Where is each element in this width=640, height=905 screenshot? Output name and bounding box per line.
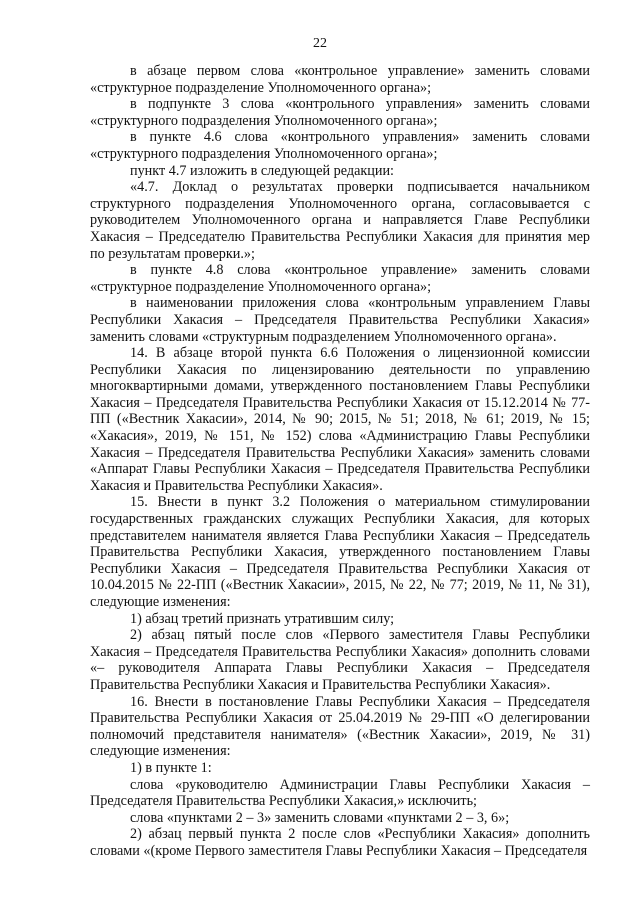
paragraph: 1) в пункте 1:: [130, 759, 212, 776]
paragraph: слова «руководителю Администрации Главы Республики Хакасия – Председателя Правительства Республики Хакасия,» исключить;: [90, 776, 590, 810]
paragraph: в пункте 4.8 слова «контрольное управление» заменить словами «структурное подразделение Уполномоченного органа»;: [90, 262, 590, 295]
page-number: 22: [313, 36, 327, 51]
document-body: [90, 63, 590, 860]
paragraph: 14. В абзаце второй пункта 6.6 Положения о лицензионной комиссии Республики Хакасия по лицензированию деятельности по управлению многоквартирными домами, утвержденного постановлением Главы Республики Хакасия – Председателя Правительства Республики Хакасия от 15.12.2014 № 77-ПП («Вестник Хакасии», 2014, № 90; 2015, № 51; 2018, № 61; 2019, № 15; «Хакасия», 2019, № 151, № 152) слова «Администрацию Главы Республики Хакасия – Председателя Правительства Республики Хакасия» заменить словами «Аппарат Главы Республики Хакасия – Председателя Правительства Республики Хакасия и Правительства Республики Хакасия».: [90, 345, 590, 494]
paragraph: слова «пунктами 2 – 3» заменить словами «пунктами 2 – 3, 6»;: [130, 809, 510, 826]
paragraph: 1) абзац третий признать утратившим силу;: [130, 610, 395, 627]
paragraph: 2) абзац первый пункта 2 после слов «Республики Хакасия» дополнить словами «(кроме Первого заместителя Главы Республики Хакасия – Председателя: [90, 826, 590, 859]
paragraph: в пункте 4.6 слова «контрольного управления» заменить словами «структурного подразделения Уполномоченного органа»;: [90, 129, 590, 162]
paragraph: 2) абзац пятый после слов «Первого заместителя Главы Республики Хакасия – Председателя Правительства Республики Хакасия» дополнить словами «– руководителя Аппарата Главы Республики Хакасия – Председателя Правительства Республики Хакасия и Правительства Республики Хакасия».: [90, 627, 590, 693]
paragraph: в абзаце первом слова «контрольное управление» заменить словами «структурное подразделение Уполномоченного органа»;: [90, 63, 590, 96]
paragraph: 16. Внести в постановление Главы Республики Хакасия – Председателя Правительства Республики Хакасия от 25.04.2019 № 29-ПП «О делегировании полномочий представителя нанимателя» («Вестник Хакасии», 2019, № 31) следующие изменения:: [90, 693, 590, 760]
paragraph: 15. Внести в пункт 3.2 Положения о материальном стимулировании государственных гражданских служащих Республики Хакасия, для которых представителем нанимателя является Глава Республики Хакасия – Председатель Правительства Республики Хакасия, утвержденного постановлением Главы Республики Хакасия – Председателя Правительства Республики Хакасия от 10.04.2015 № 22-ПП («Вестник Хакасии», 2015, № 22, № 77; 2019, № 11, № 31), следующие изменения:: [90, 494, 590, 610]
paragraph: «4.7. Доклад о результатах проверки подписывается начальником структурного подразделения Уполномоченного органа, согласовывается с руководителем Уполномоченного органа и направляется Главе Республики Хакасия – Председателю Правительства Республики Хакасия для принятия мер по результатам проверки.»;: [90, 179, 590, 262]
paragraph: пункт 4.7 изложить в следующей редакции:: [130, 162, 394, 179]
paragraph: в наименовании приложения слова «контрольным управлением Главы Республики Хакасия – Председателя Правительства Республики Хакасия» заменить словами «структурным подразделением Уполномоченного органа».: [90, 295, 590, 345]
paragraph: в подпункте 3 слова «контрольного управления» заменить словами «структурного подразделения Уполномоченного органа»;: [90, 96, 590, 129]
